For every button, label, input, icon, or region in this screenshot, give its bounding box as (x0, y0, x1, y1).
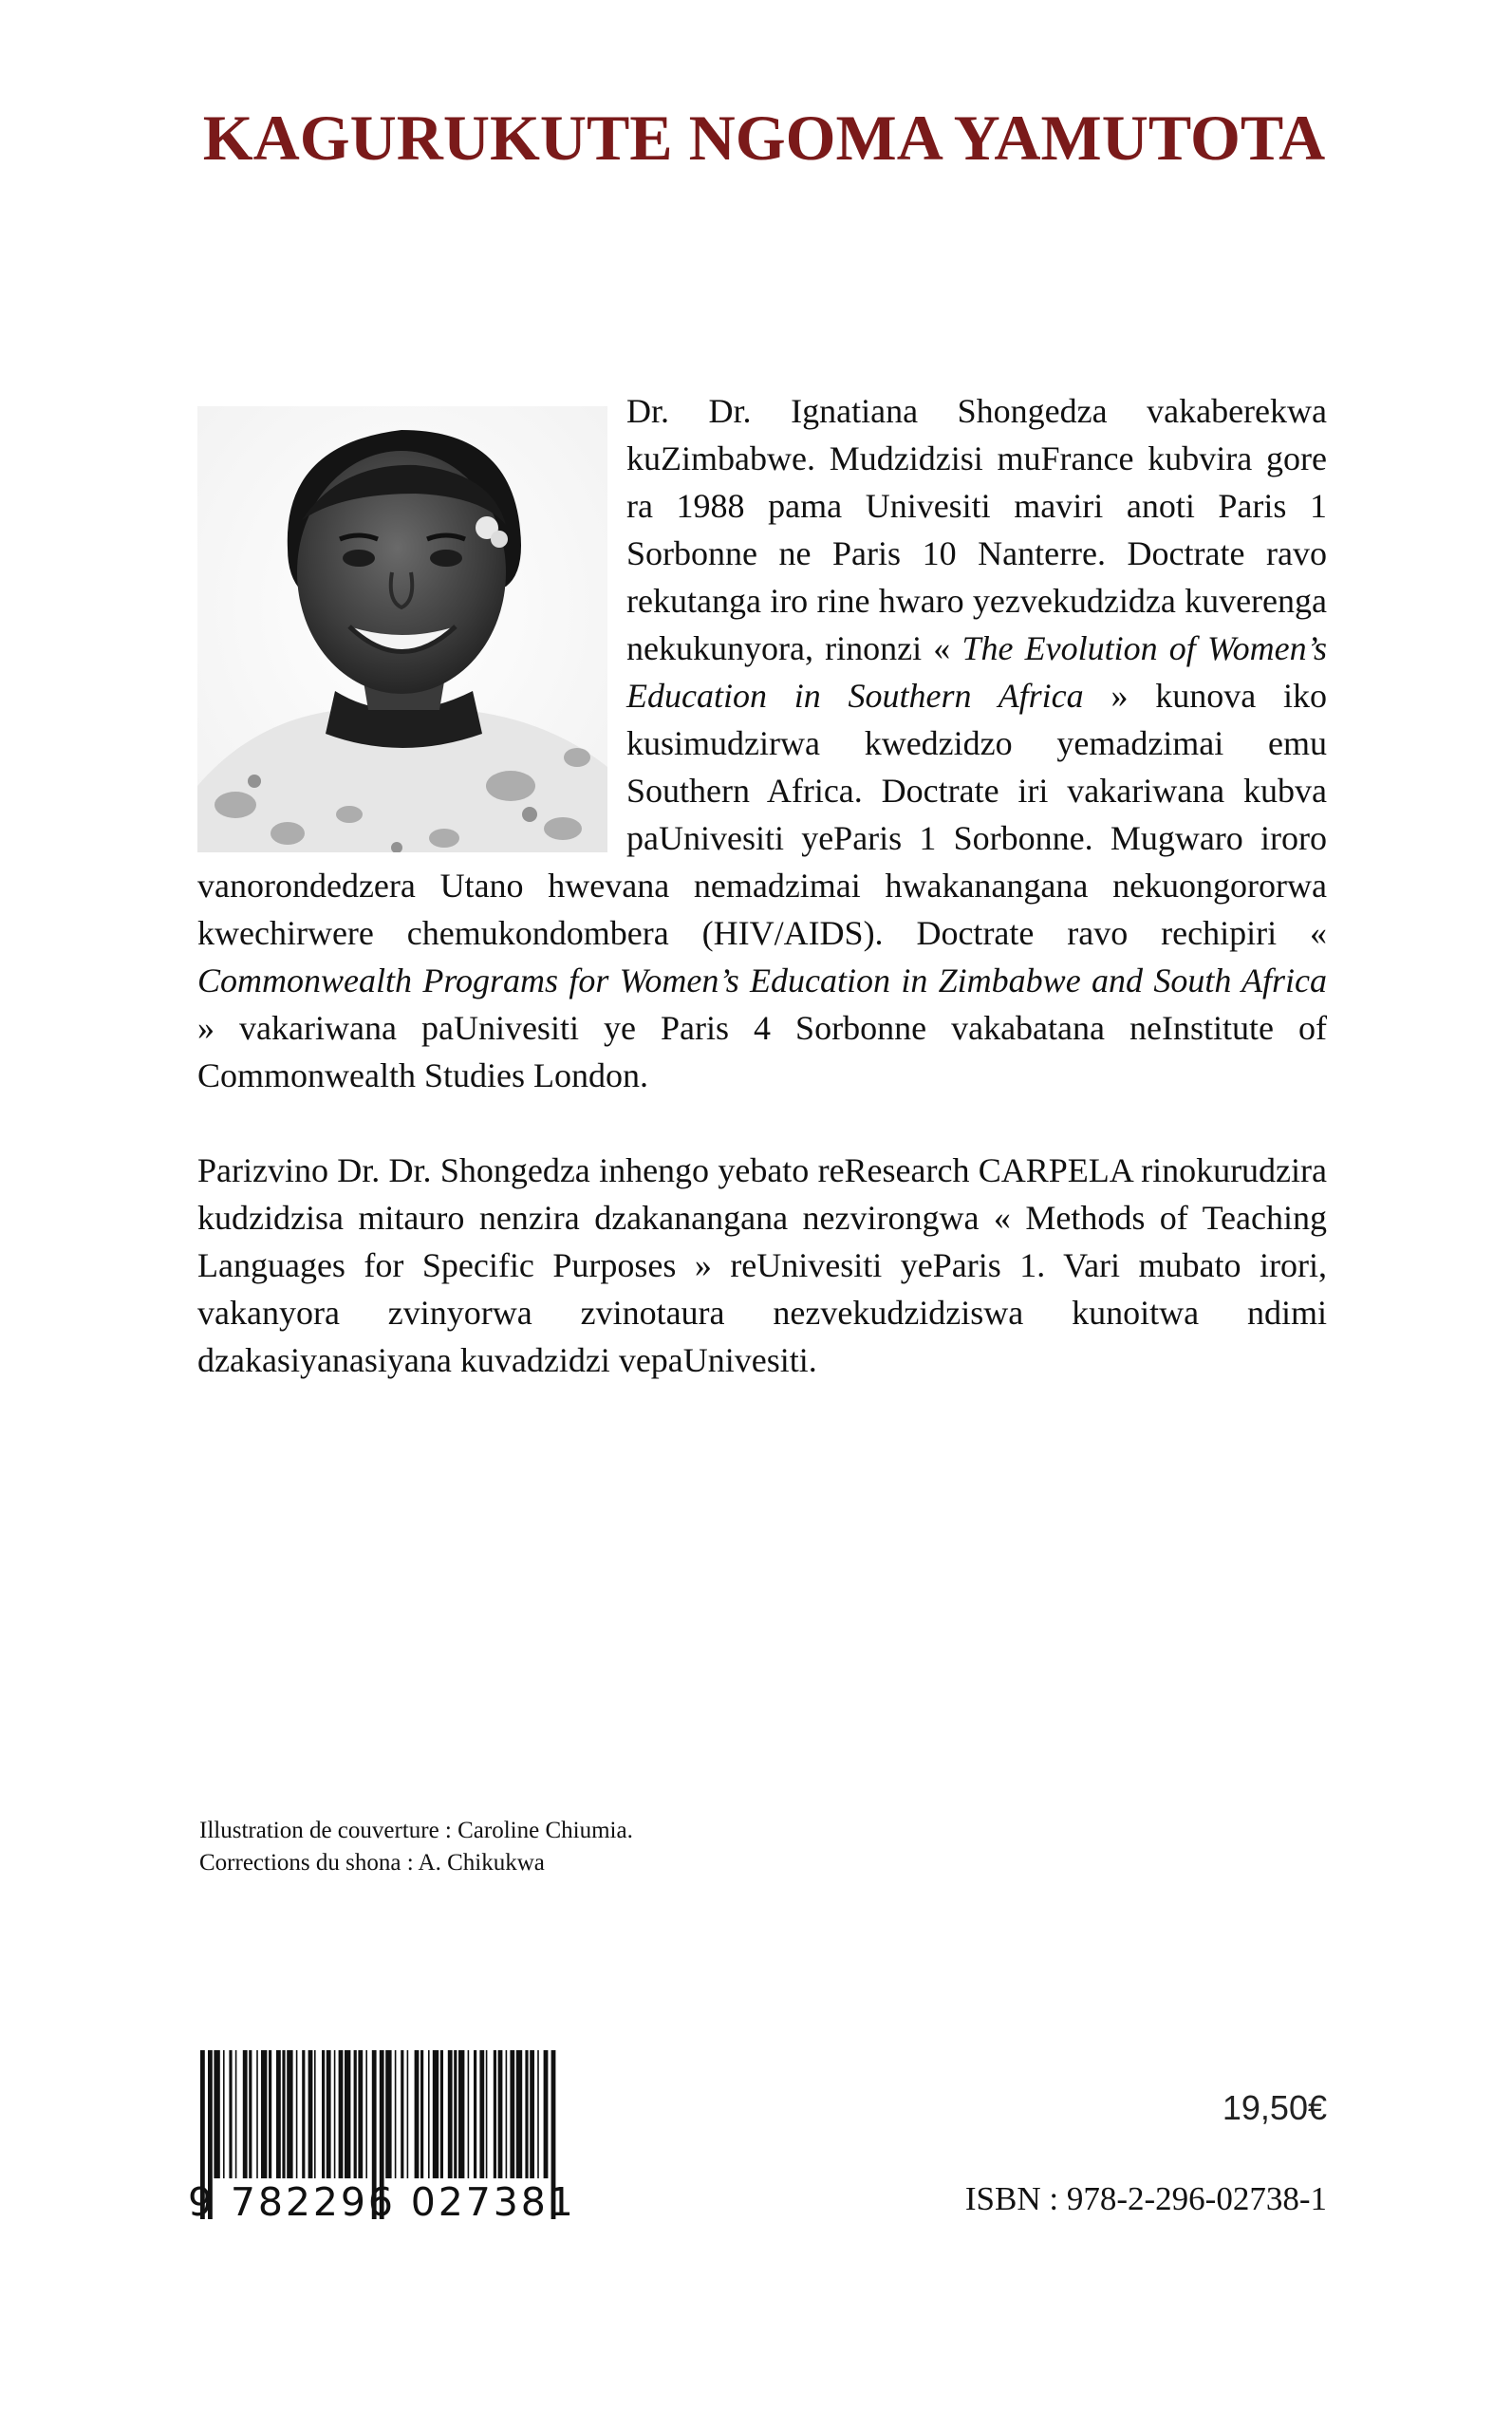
barcode-bar (401, 2050, 403, 2178)
author-biography (197, 387, 1327, 1384)
barcode-bar (269, 2050, 271, 2178)
thesis-title-2: Commonwealth Programs for Women’s Education in Zimbabwe and South Africa (197, 962, 1327, 999)
barcode-bar (433, 2050, 439, 2178)
barcode-bar (498, 2050, 503, 2178)
barcode-bar (510, 2050, 514, 2178)
barcode-bar (287, 2050, 292, 2178)
barcode-bar (365, 2050, 367, 2178)
bio-text-part-1: Dr. Dr. Ignatiana Shongedza vakaberekwa kuZimbabwe. Mudzidzisi muFrance kubvira gore ra 1988 pama Univesiti maviri anoti Paris 1 Sorbonne ne Paris 10 Nanterre. Doctrate ravo rekutanga iro rine hwaro yezvekudzidza kuverenga nekukunyora, rinonzi « (626, 392, 1327, 667)
illustration-credit: Illustration de couverture : Caroline Chiumia. (199, 1818, 633, 1843)
barcode-bar (525, 2050, 528, 2178)
author-photo (197, 406, 607, 852)
barcode-bar (282, 2050, 285, 2178)
barcode-bar (420, 2050, 423, 2178)
isbn: ISBN : 978-2-296-02738-1 (964, 2180, 1327, 2217)
barcode-bar (308, 2050, 313, 2178)
barcode-bar (327, 2050, 331, 2178)
barcode-bar (358, 2050, 363, 2178)
barcode-bar (256, 2050, 258, 2178)
bio-text-part-3: » vakariwana paUnivesiti ye Paris 4 Sorbonne vakabatana neInstitute of Commonwealth Studies London. (197, 1009, 1327, 1094)
barcode-bar (223, 2050, 225, 2178)
barcode-bar (454, 2050, 457, 2178)
barcode-bar (494, 2050, 496, 2178)
barcode-bar (458, 2050, 464, 2178)
bio-text-part-2: » kunova iko kusimudzirwa kwedzidzo yemadzimai emu Southern Africa. Doctrate iri vakariwana kubva paUnivesiti yeParis 1 Sorbonne. Mugwaro iroro vanorondedzera Utano hwevana nemadzimai hwakanangana nekuongororwa kwechirwere chemukondombera (HIV/AIDS). Doctrate ravo rechipiri « (197, 677, 1328, 952)
barcode-bar (354, 2050, 357, 2178)
corrections-credit: Corrections du shona : A. Chikukwa (199, 1850, 545, 1876)
barcode-bar (448, 2050, 453, 2178)
barcode-bar (474, 2050, 476, 2178)
barcode-bar (243, 2050, 248, 2178)
barcode-bar (249, 2050, 252, 2178)
barcode-bar (322, 2050, 325, 2178)
barcode-bar (440, 2050, 443, 2178)
barcode-bar (537, 2050, 539, 2178)
barcode-bar (415, 2050, 420, 2178)
credits (199, 1815, 633, 1879)
barcode-bar (516, 2050, 522, 2178)
barcode-bar (345, 2050, 350, 2178)
barcode-bar (486, 2050, 488, 2178)
barcode-bar (407, 2050, 409, 2178)
barcode-bar (385, 2050, 391, 2178)
barcode-bar (229, 2050, 232, 2178)
barcode-bar (296, 2050, 298, 2178)
barcode-bar (506, 2050, 508, 2178)
barcode-bar (235, 2050, 237, 2178)
barcode-bar (395, 2050, 397, 2178)
barcode-bar (314, 2050, 316, 2178)
book-title: KAGURUKUTE NGOMA YAMUTOTA (202, 102, 1326, 174)
barcode-bar (214, 2050, 219, 2178)
barcode-bar (530, 2050, 534, 2178)
barcode-bar (479, 2050, 484, 2178)
barcode-bar (428, 2050, 430, 2178)
barcode-bar (544, 2050, 549, 2178)
barcode-bar (468, 2050, 470, 2178)
barcode-bar (302, 2050, 305, 2178)
barcode-digits: 9 782296 027381 (188, 2179, 576, 2225)
barcode-bar (339, 2050, 344, 2178)
barcode-bar (276, 2050, 281, 2178)
biography-paragraph-2: Parizvino Dr. Dr. Shongedza inhengo yebato reResearch CARPELA rinokurudzira kudzidzisa mitauro nenzira dzakanangana nezvirongwa « Methods of Teaching Languages for Specific Purposes » reUnivesiti yeParis 1. Vari mubato irori, vakanyora zvinyorwa zvinotaura nezvekudzidziswa kunoitwa ndimi dzakasiyanasiyana kuvadzidzi vepaUnivesiti. (197, 1151, 1327, 1379)
barcode-bar (334, 2050, 336, 2178)
price: 19,50€ (1222, 2088, 1327, 2127)
barcode-bar (261, 2050, 267, 2178)
thesis-title-1: The Evolution of Women’s Education in Southern Africa (626, 629, 1328, 715)
